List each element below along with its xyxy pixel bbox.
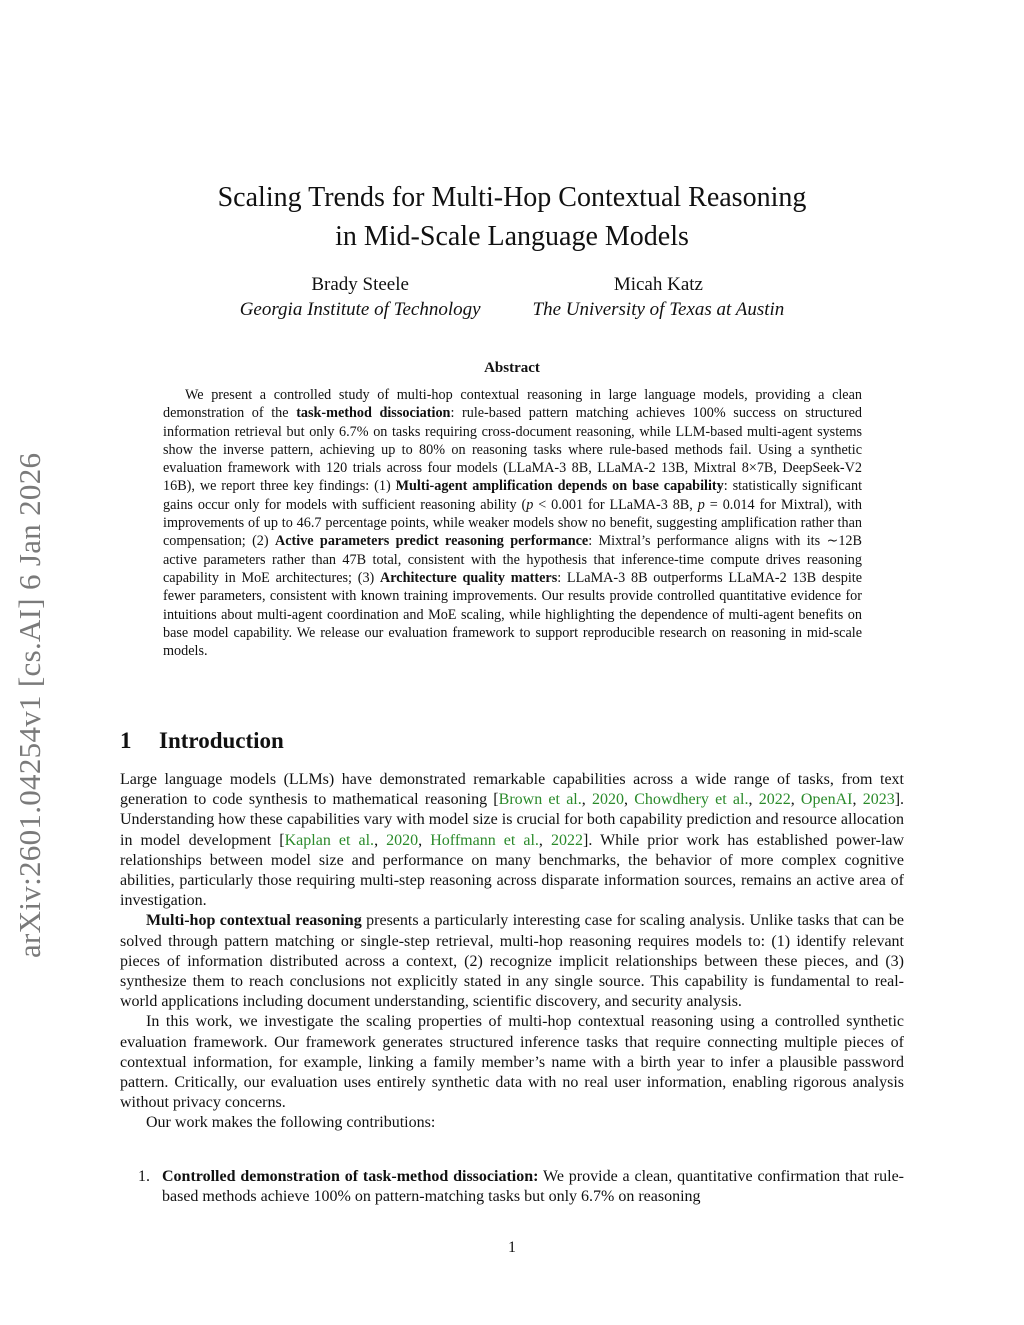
author-name: Micah Katz	[613, 274, 703, 295]
citation-year-link[interactable]: 2023	[862, 791, 895, 809]
intro-paragraph: In this work, we investigate the scaling properties of multi-hop contextual reasoning using a controlled synthetic evaluation framework. Our framework generates structured inference tasks that require connecting multiple pieces of contextual information, for example, linking a family member’s name with a birth year to infer a plausible password pattern. Critically, our evaluation uses entirely synthetic data with no real user information, enabling rigorous analysis without privacy concerns.	[120, 1013, 904, 1112]
intro-paragraph: Our work makes the following contributions:	[146, 1114, 436, 1132]
author-block	[120, 272, 904, 322]
abstract-math: p	[697, 496, 705, 513]
abstract-text: = 0.014 for Mixtral), with improvements of up to 46.7 percentage points, while weaker models show no benefit, suggesting amplification rather than compensation; (2)	[163, 496, 862, 550]
title-line-1: Scaling Trends for Multi-Hop Contextual Reasoning	[217, 182, 807, 213]
citation-link[interactable]: Kaplan et al.	[284, 831, 375, 849]
contributions-list	[120, 1167, 904, 1207]
citation-separator: ,	[624, 791, 635, 809]
abstract-text: : rule-based pattern matching achieves 100% success on structured information retrieval but only 6.7% on tasks requiring cross-document reasoning, while LLM-based multi-agent systems show the inverse pattern, achieving up to 80% on reasoning tasks where rule-based methods fail. Using a synthetic evaluation framework with 120 trials across four models (LLaMA-3 8B, LLaMA-2 13B, Mixtral 8×7B, DeepSeek-V2 16B), we report three key findings: (1)	[163, 405, 862, 495]
intro-text: ]. While prior work has established power-law relationships between model size and performance on many benchmarks, the behavior of more complex cognitive abilities, particularly those requiring multi-step reasoning across disparate information sources, remains an active area of investigation.	[120, 831, 905, 910]
intro-text: ]. Understanding how these capabilities vary with model size is crucial for both capability prediction and resource allocation in model development [	[120, 791, 905, 849]
page-number: 1	[508, 1239, 516, 1256]
abstract-emphasis: Active parameters predict reasoning performance	[274, 533, 589, 550]
intro-paragraph	[120, 911, 904, 1012]
citation-year-link[interactable]: 2020	[386, 831, 419, 849]
abstract-text: We present a controlled study of multi-hop contextual reasoning in large language models, providing a clean demonstration of the	[163, 387, 862, 422]
contribution-text: We provide a clean, quantitative confirmation that rule-based methods achieve 100% on pattern-matching tasks but only 6.7% on reasoning	[162, 1168, 904, 1206]
abstract-text: : Mixtral’s performance aligns with its ∼12B active parameters rather than 47B total, consistent with the hypothesis that inference-time compute drives reasoning capability in MoE architectures; (3)	[163, 533, 862, 586]
abstract-text: : statistically significant gains occur only for models with sufficient reasoning ability (	[163, 478, 863, 513]
citation-year-link[interactable]: 2020	[592, 791, 624, 809]
intro-text: Large language models (LLMs) have demonstrated remarkable capabilities across a wide range of tasks, from text generation to code synthesis to mathematical reasoning [	[120, 771, 904, 809]
paper-title	[120, 178, 904, 256]
citation-year-link[interactable]: 2022	[758, 791, 791, 809]
intro-text: presents a particularly interesting case for scaling analysis. Unlike tasks that can be solved through pattern matching or single-step retrieval, multi-hop reasoning requires models to: (1) identify relevant pieces of information distributed across a context, (2) recognize implicit relationships between these pieces, and (3) synthesize them to reach conclusions not explicitly stated in any single source. This capability is fundamental to real-world applications including document understanding, scientific discovery, and security analysis.	[120, 912, 905, 1011]
section-heading	[120, 728, 284, 754]
list-item	[120, 1167, 904, 1207]
abstract-emphasis: Multi-agent amplification depends on base capability	[395, 478, 724, 495]
intro-emphasis: Multi-hop contextual reasoning	[146, 912, 362, 930]
citation-link[interactable]: OpenAI	[800, 791, 853, 809]
citation-separator: ,	[581, 791, 592, 809]
abstract-math: p	[526, 496, 534, 513]
citation-link[interactable]: Brown et al.	[498, 791, 582, 809]
title-line-2: in Mid-Scale Language Models	[335, 221, 689, 252]
author-affiliation: The University of Texas at Austin	[532, 299, 785, 320]
author-1	[240, 272, 481, 322]
intro-body	[120, 770, 904, 1134]
author-name: Brady Steele	[311, 274, 409, 295]
abstract-emphasis: task-method dissociation	[296, 405, 451, 422]
author-2	[533, 272, 785, 322]
citation-link[interactable]: Hoffmann et al.	[430, 831, 539, 849]
arxiv-stamp: arXiv:2601.04254v1 [cs.AI] 6 Jan 2026	[12, 452, 47, 958]
list-marker: 1.	[138, 1168, 150, 1185]
abstract-text: < 0.001 for LLaMA-3 8B,	[533, 496, 698, 513]
author-affiliation: Georgia Institute of Technology	[239, 299, 481, 320]
intro-paragraph	[120, 770, 904, 911]
section-number: 1	[120, 728, 132, 753]
abstract-emphasis: Architecture quality matters	[380, 569, 558, 586]
abstract-text: : LLaMA-3 8B outperforms LLaMA-2 13B despite fewer parameters, consistent with known training improvements. Our results provide controlled quantitative evidence for intuitions about multi-agent coordination and MoE scaling, while highlighting the dependence of multi-agent benefits on base model capability. We release our evaluation framework to support reproducible research on reasoning in mid-scale models.	[163, 569, 862, 660]
abstract-heading: Abstract	[484, 360, 540, 376]
contribution-title: Controlled demonstration of task-method dissociation:	[162, 1168, 539, 1185]
citation-separator: ,	[790, 791, 801, 809]
citation-separator: ,	[852, 791, 863, 809]
abstract-body	[163, 386, 862, 660]
citation-separator: ,	[538, 831, 551, 849]
citation-link[interactable]: Chowdhery et al.	[634, 791, 749, 809]
citation-separator: ,	[418, 831, 431, 849]
citation-separator: ,	[748, 791, 759, 809]
section-title: Introduction	[159, 728, 284, 753]
citation-separator: ,	[374, 831, 387, 849]
citation-year-link[interactable]: 2022	[551, 831, 583, 849]
